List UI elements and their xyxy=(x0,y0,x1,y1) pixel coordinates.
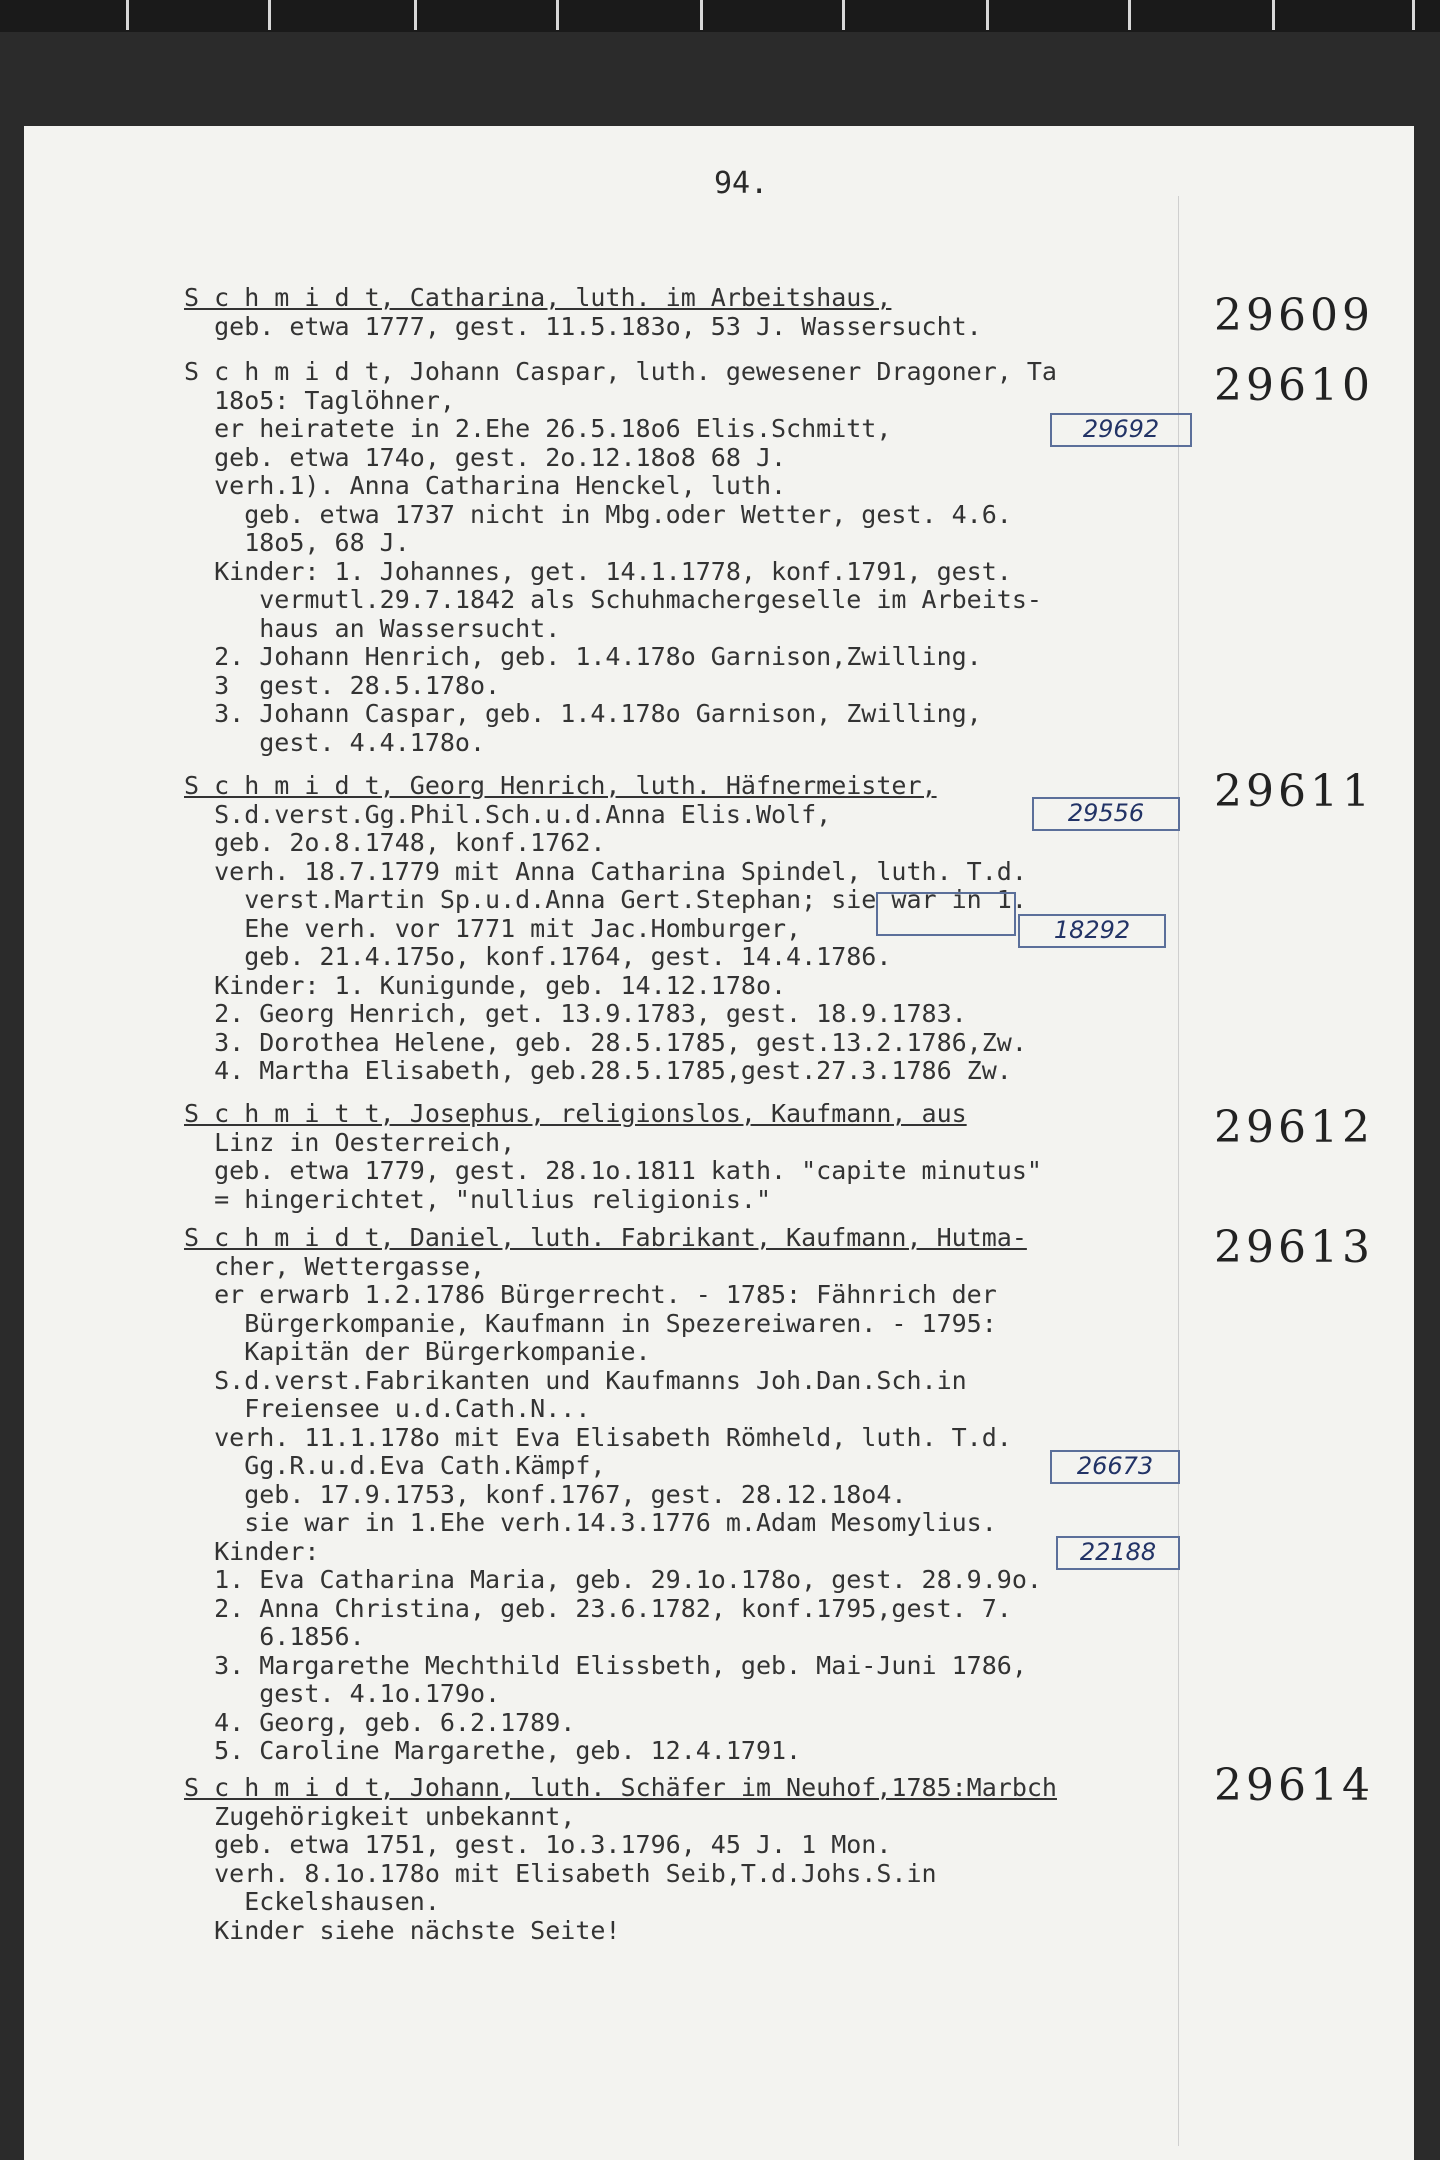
document-page xyxy=(24,126,1414,2160)
entry-line: 18o5, 68 J. xyxy=(184,528,410,557)
entry-line: gest. 4.4.178o. xyxy=(184,727,486,757)
entry-line: Eckelshausen. xyxy=(184,1887,440,1916)
record-entry xyxy=(184,1100,1194,1214)
entry-line: verh. 8.1o.178o mit Elisabeth Seib,T.d.Johs.S.in xyxy=(184,1858,937,1888)
entry-line: S c h m i d t, Daniel, luth. Fabrikant, Kaufmann, Hutma- xyxy=(184,1223,1027,1252)
entry-line: cher, Wettergasse, xyxy=(184,1251,486,1281)
record-entry xyxy=(184,1774,1194,1945)
entry-line: S.d.verst.Fabrikanten und Kaufmanns Joh.Dan.Sch.in xyxy=(184,1365,967,1395)
entry-line: S c h m i d t, Johann, luth. Schäfer im Neuhof,1785:Marbch xyxy=(184,1773,1057,1802)
entry-line: Bürgerkompanie, Kaufmann in Spezereiwaren. - 1795: xyxy=(184,1308,997,1338)
entry-line: 4. Martha Elisabeth, geb.28.5.1785,gest.27.3.1786 Zw. xyxy=(184,1056,1012,1085)
entry-line: = hingerichtet, "nullius religionis." xyxy=(184,1184,771,1214)
entry-line: er erwarb 1.2.1786 Bürgerrecht. - 1785: Fähnrich der xyxy=(184,1280,997,1309)
entry-line: 1. Eva Catharina Maria, geb. 29.1o.178o, gest. 28.9.9o. xyxy=(184,1565,1042,1594)
entry-line: Kinder: 1. Kunigunde, geb. 14.12.178o. xyxy=(184,970,787,1000)
entry-line: 3. Dorothea Helene, geb. 28.5.1785, gest.13.2.1786,Zw. xyxy=(184,1027,1027,1057)
entry-line: verh. 18.7.1779 mit Anna Catharina Spindel, luth. T.d. xyxy=(184,856,1027,886)
entry-line: geb. 21.4.175o, konf.1764, gest. 14.4.1786. xyxy=(184,942,892,971)
entry-line: Kapitän der Bürgerkompanie. xyxy=(184,1337,651,1366)
entry-line: Zugehörigkeit unbekannt, xyxy=(184,1801,576,1831)
entry-line: verst.Martin Sp.u.d.Anna Gert.Stephan; sie war in 1. xyxy=(184,885,1027,914)
entry-line: er heiratete in 2.Ehe 26.5.18o6 Elis.Schmitt, xyxy=(184,414,892,443)
entry-line: 4. Georg, geb. 6.2.1789. xyxy=(184,1707,576,1737)
entry-line: 2. Georg Henrich, get. 13.9.1783, gest. 18.9.1783. xyxy=(184,999,967,1028)
entry-line: 18o5: Taglöhner, xyxy=(184,385,455,415)
film-strip-edge xyxy=(0,0,1440,32)
entry-line: sie war in 1.Ehe verh.14.3.1776 m.Adam Mesomylius. xyxy=(184,1508,997,1537)
entry-line: S c h m i d t, Georg Henrich, luth. Häfnermeister, xyxy=(184,771,937,800)
entry-line: 6.1856. xyxy=(184,1622,365,1651)
entry-line: vermutl.29.7.1842 als Schuhmachergeselle im Arbeits- xyxy=(184,585,1042,614)
reference-box: 29692 xyxy=(1050,413,1192,447)
record-number: 29611 xyxy=(1214,766,1374,817)
entry-line: 3 gest. 28.5.178o. xyxy=(184,670,501,700)
entry-line: 3. Margarethe Mechthild Elissbeth, geb. Mai-Juni 1786, xyxy=(184,1650,1027,1680)
entry-line: geb. etwa 174o, gest. 2o.12.18o8 68 J. xyxy=(184,442,787,472)
entry-line: 2. Johann Henrich, geb. 1.4.178o Garnison,Zwilling. xyxy=(184,642,982,671)
entry-line: S c h m i t t, Josephus, religionslos, Kaufmann, aus xyxy=(184,1099,967,1128)
entry-line: S.d.verst.Gg.Phil.Sch.u.d.Anna Elis.Wolf, xyxy=(184,799,832,829)
entry-line: Freiensee u.d.Cath.N... xyxy=(184,1394,591,1423)
entry-line: gest. 4.1o.179o. xyxy=(184,1679,501,1708)
reference-box: 22188 xyxy=(1056,1536,1180,1570)
entry-line: 5. Caroline Margarethe, geb. 12.4.1791. xyxy=(184,1736,802,1765)
reference-box: 29556 xyxy=(1032,797,1180,831)
entry-line: Kinder: 1. Johannes, get. 14.1.1778, konf.1791, gest. xyxy=(184,556,1012,586)
entry-line: geb. etwa 1737 nicht in Mbg.oder Wetter, gest. 4.6. xyxy=(184,499,1012,529)
entry-line: Ehe verh. vor 1771 mit Jac.Homburger, xyxy=(184,913,802,943)
entry-line: geb. 2o.8.1748, konf.1762. xyxy=(184,828,606,857)
record-number: 29613 xyxy=(1214,1222,1374,1273)
reference-box: 26673 xyxy=(1050,1450,1180,1484)
entry-line: verh.1). Anna Catharina Henckel, luth. xyxy=(184,471,787,500)
entry-line: verh. 11.1.178o mit Eva Elisabeth Römheld, luth. T.d. xyxy=(184,1422,1012,1452)
empty-reference-box xyxy=(876,892,1016,936)
record-number: 29610 xyxy=(1214,360,1374,411)
record-entry xyxy=(184,358,1194,757)
entry-line: 2. Anna Christina, geb. 23.6.1782, konf.1795,gest. 7. xyxy=(184,1593,1012,1623)
record-number: 29614 xyxy=(1214,1760,1374,1811)
entry-line: S c h m i d t, Catharina, luth. im Arbeitshaus, xyxy=(184,283,892,312)
entry-line: Kinder: xyxy=(184,1536,320,1566)
entry-line: geb. etwa 1777, gest. 11.5.183o, 53 J. Wassersucht. xyxy=(184,311,982,341)
entry-line: geb. 17.9.1753, konf.1767, gest. 28.12.18o4. xyxy=(184,1479,907,1509)
entry-line: geb. etwa 1751, gest. 1o.3.1796, 45 J. 1 Mon. xyxy=(184,1830,892,1859)
entry-line: Linz in Oesterreich, xyxy=(184,1127,516,1157)
entry-line: haus an Wassersucht. xyxy=(184,613,561,643)
entry-line: Gg.R.u.d.Eva Cath.Kämpf, xyxy=(184,1451,606,1480)
entry-line: 3. Johann Caspar, geb. 1.4.178o Garnison, Zwilling, xyxy=(184,699,982,728)
entry-line: geb. etwa 1779, gest. 28.1o.1811 kath. "capite minutus" xyxy=(184,1156,1042,1185)
record-number: 29612 xyxy=(1214,1102,1374,1153)
record-number: 29609 xyxy=(1214,290,1374,341)
record-entry xyxy=(184,284,1194,341)
page-number: 94. xyxy=(714,166,769,201)
reference-box: 18292 xyxy=(1018,914,1166,948)
record-entry xyxy=(184,1224,1194,1766)
entry-line: Kinder siehe nächste Seite! xyxy=(184,1915,621,1945)
entry-line: S c h m i d t, Johann Caspar, luth. gewesener Dragoner, Ta xyxy=(184,357,1057,386)
